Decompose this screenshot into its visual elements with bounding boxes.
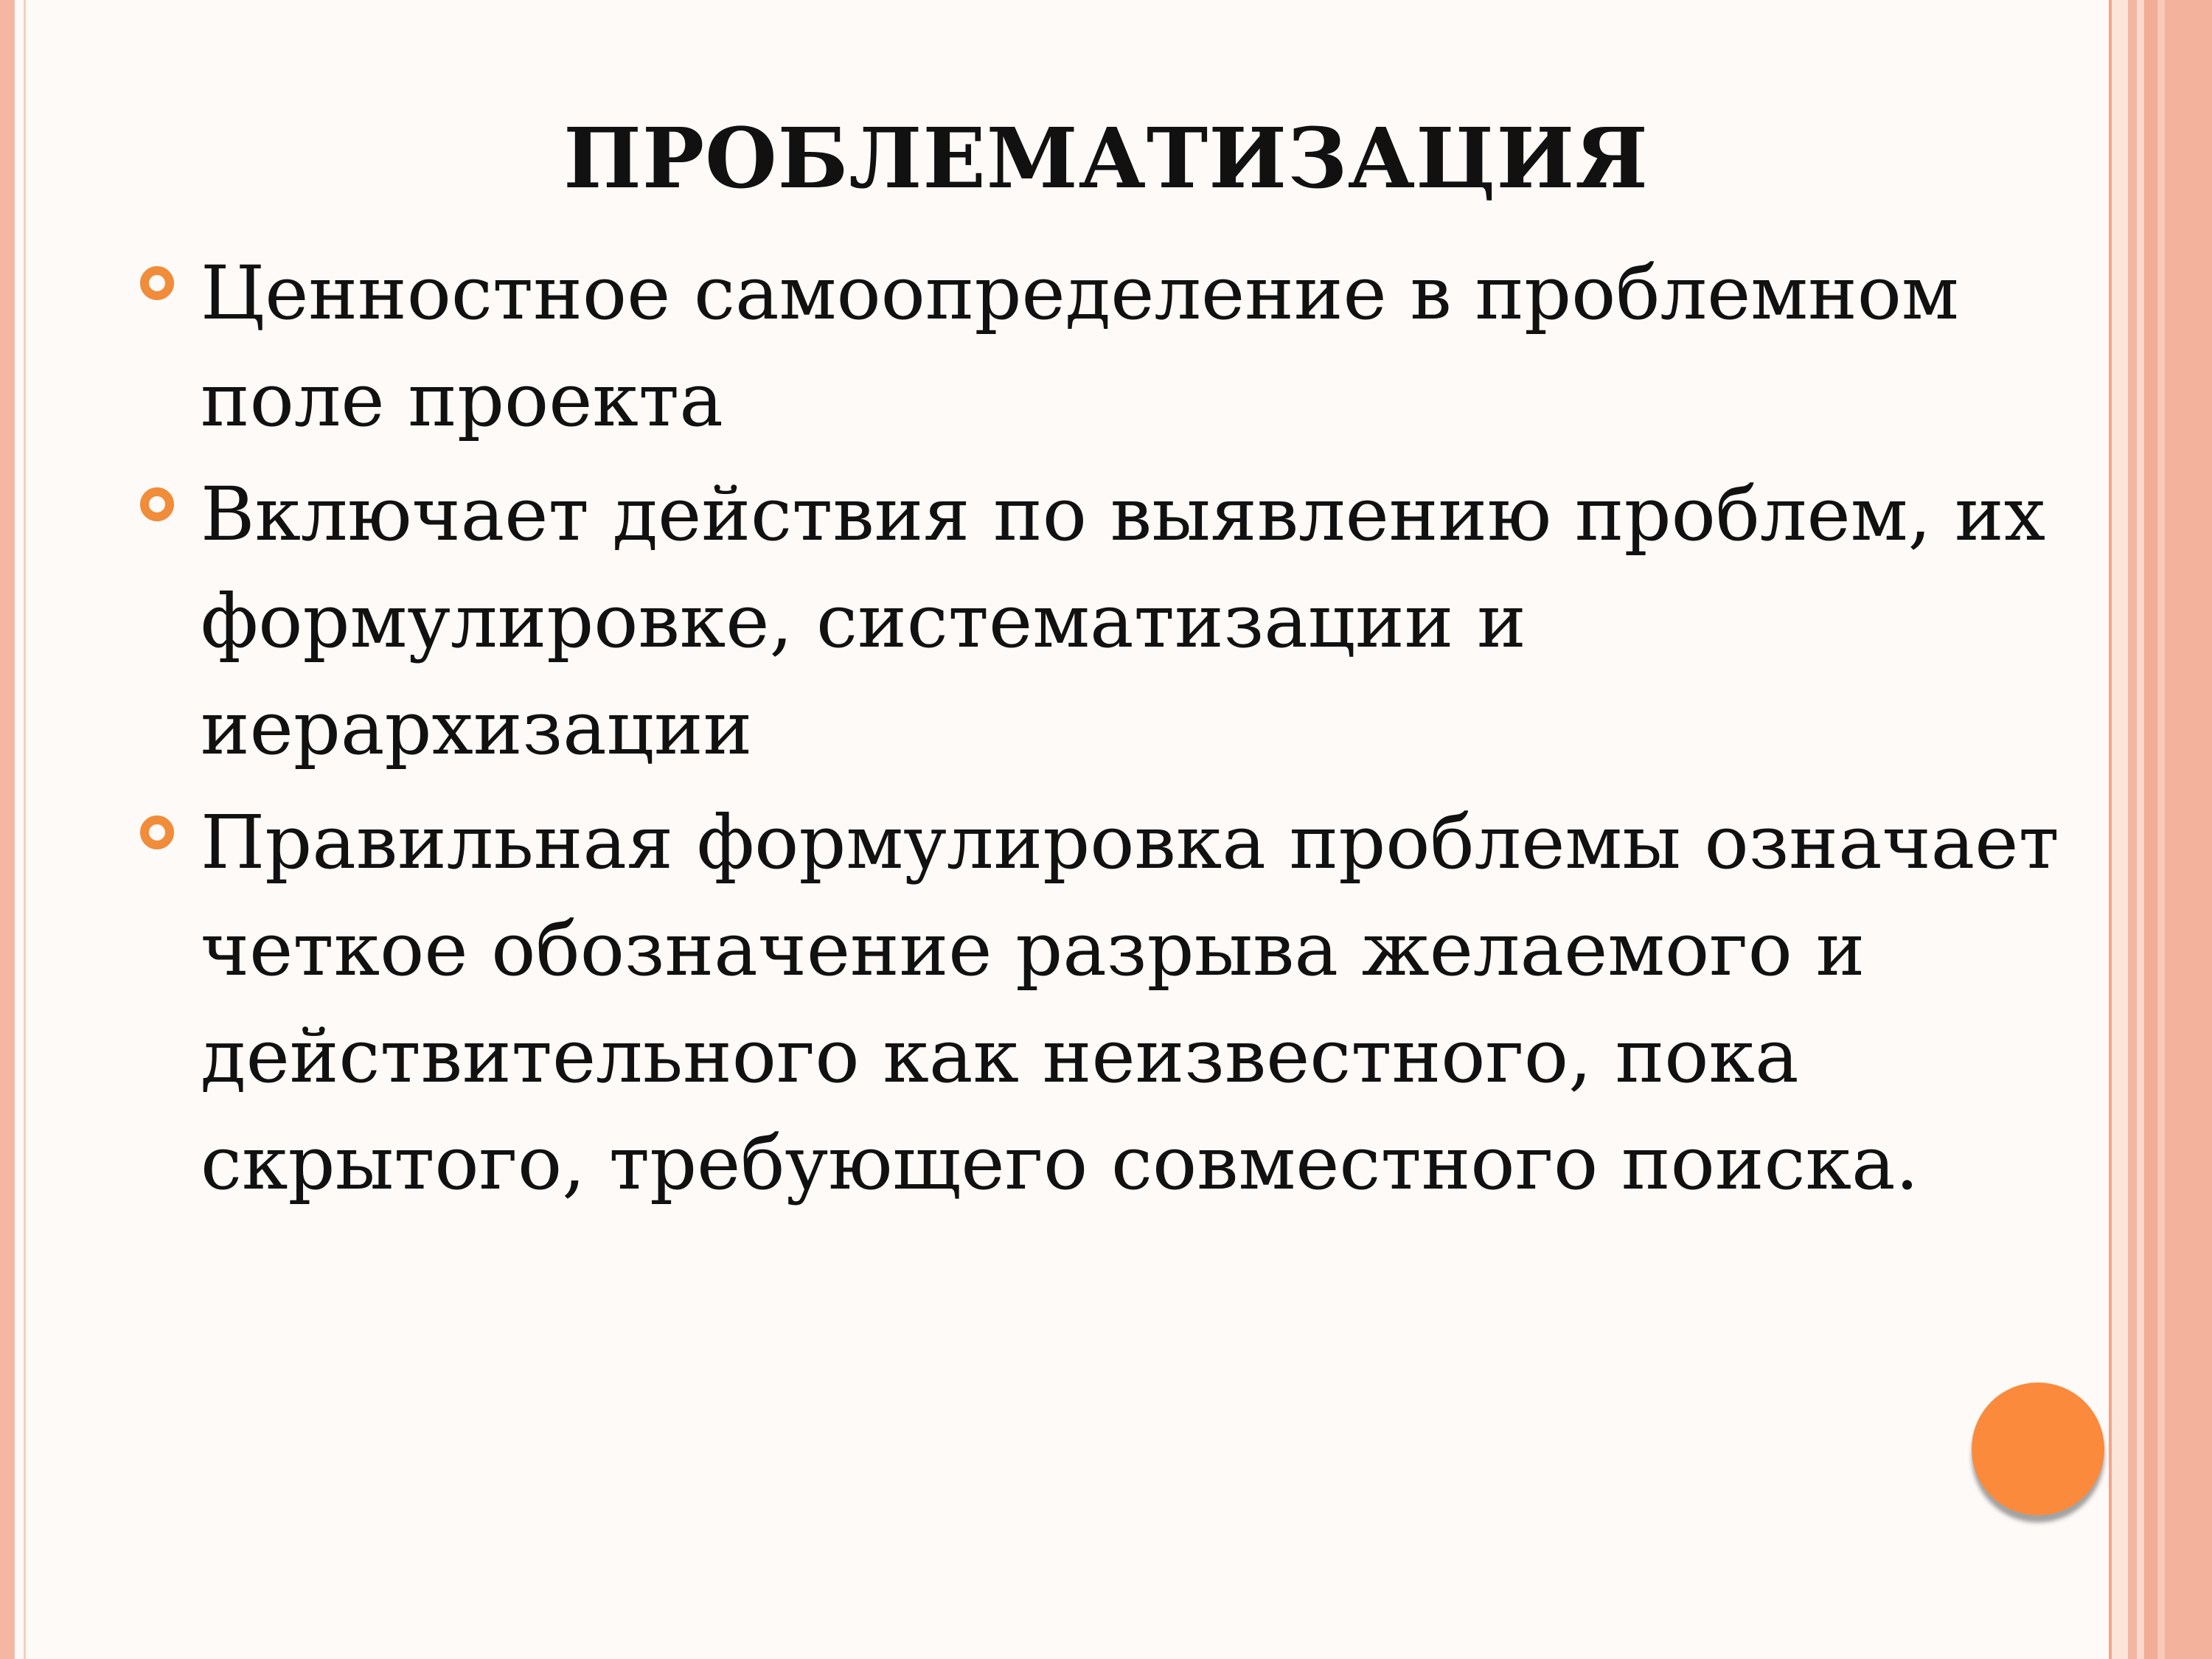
left-decorative-line (24, 0, 26, 1659)
bullet-item (140, 240, 2087, 453)
stripe (2128, 0, 2137, 1659)
stripe (2157, 0, 2165, 1659)
orange-circle-button[interactable] (1972, 1382, 2104, 1515)
left-decorative-border (0, 0, 15, 1659)
stripe (2144, 0, 2157, 1659)
bullet-text: Ценностное самоопределение в проблемном поле проекта (201, 250, 1959, 443)
stripe (2137, 0, 2144, 1659)
slide-title: ПРОБЛЕМАТИЗАЦИЯ (563, 111, 1649, 207)
right-decorative-stripes (2109, 0, 2212, 1659)
bullet-item (140, 789, 2087, 1217)
ring-bullet-icon (140, 815, 174, 849)
bullet-item (140, 461, 2087, 782)
stripe (2165, 0, 2212, 1659)
bullet-text: Правильная формулировка проблемы означает четкое обозначение разрыва желаемого и действительного как неизвестного, пока скрытого, требующего совместного поиска. (201, 799, 2059, 1206)
stripe (2112, 0, 2128, 1659)
ring-bullet-icon (140, 266, 174, 300)
ring-bullet-icon (140, 487, 174, 521)
bullet-text: Включает действия по выявлению проблем, их формулировке, систематизации и иерархизации (201, 471, 2046, 771)
bullet-list (140, 240, 2087, 1224)
